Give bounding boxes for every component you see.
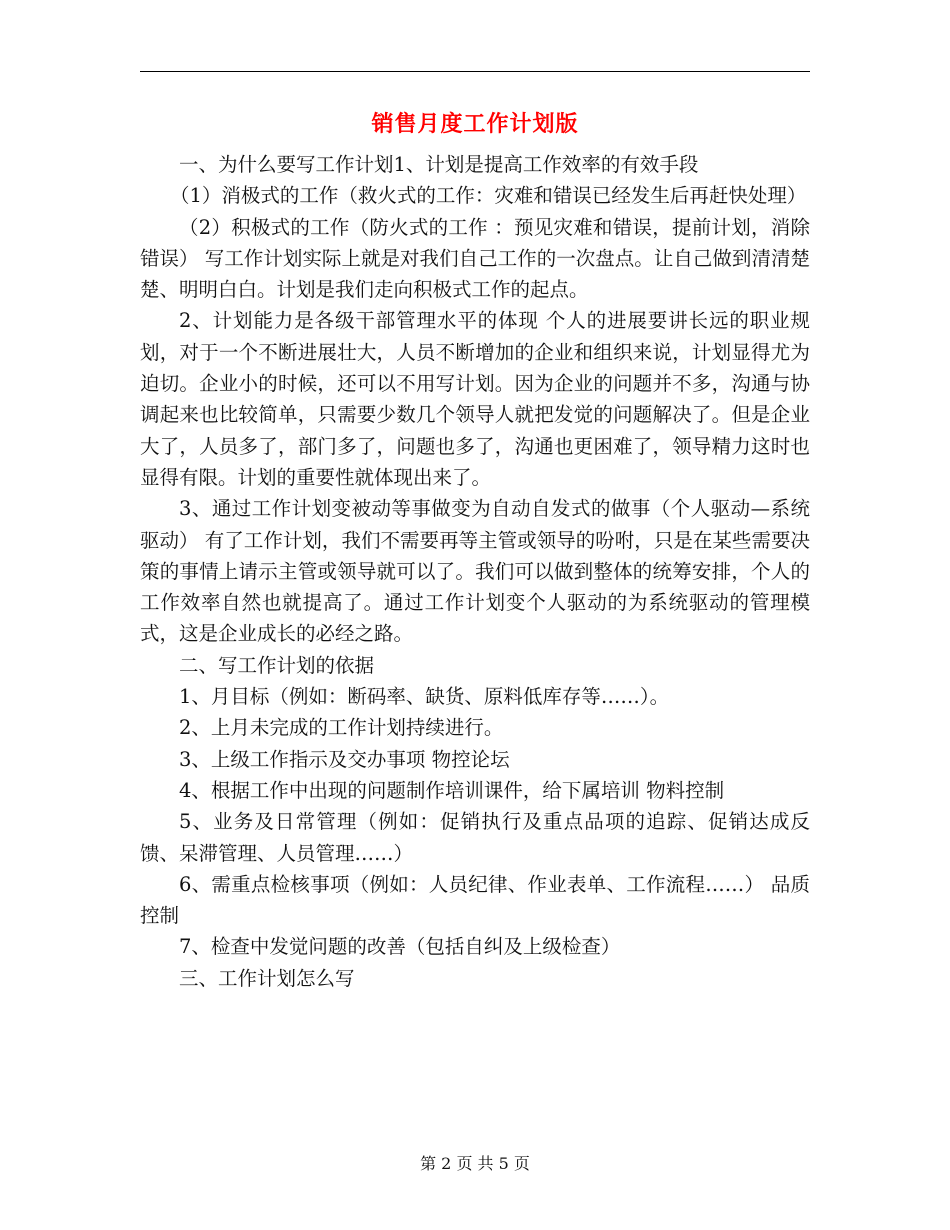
paragraph: 3、通过工作计划变被动等事做变为自动自发式的做事（个人驱动—系统驱动） 有了工作计划，我们不需要再等主管或领导的吩咐，只是在某些需要决策的事情上请示主管或领导就可以了。我们可以做到整体的统筹安排，个人的工作效率自然也就提高了。通过工作计划变个人驱动的为系统驱动的管理模式，这是企业成长的必经之路。 [140,497,810,646]
section-heading: 二、写工作计划的依据 [179,653,375,677]
list-item: 1、月目标（例如：断码率、缺货、原料低库存等……）。 [179,685,670,709]
paragraph: （2）积极式的工作（防火式的工作 ：预见灾难和错误，提前计划，消除错误） 写工作计划实际上就是对我们自己工作的一次盘点。让自己做到清清楚楚、明明白白。计划是我们走向积极式工作的起点。 [140,215,810,302]
paragraph: （1）消极式的工作（救火式的工作：灾难和错误已经发生后再赶快处理） [170,184,807,208]
list-item: 6、需重点检核事项（例如：人员纪律、作业表单、工作流程……） 品质控制 [140,872,810,928]
list-item: 4、根据工作中出现的问题制作培训课件，给下属培训 物料控制 [179,778,725,802]
page-footer: 第 2 页 共 5 页 [420,1154,530,1173]
list-item: 5、业务及日常管理（例如：促销执行及重点品项的追踪、促销达成反馈、呆滞管理、人员管理……） [140,810,810,865]
paragraph: 一、为什么要写工作计划1、计划是提高工作效率的有效手段 [179,153,699,176]
header-rule [140,71,810,72]
list-item: 7、检查中发觉问题的改善（包括自纠及上级检查） [179,935,621,959]
list-item: 3、上级工作指示及交办事项 物控论坛 [179,747,510,771]
document-title: 销售月度工作计划版 [371,112,579,137]
document-body [140,149,810,994]
list-item: 2、上月未完成的工作计划持续进行。 [179,716,504,740]
paragraph: 2、计划能力是各级干部管理水平的体现 个人的进展要讲长远的职业规划，对于一个不断进展壮大，人员不断增加的企业和组织来说，计划显得尤为迫切。企业小的时候，还可以不用写计划。因为企业的问题并不多，沟通与协调起来也比较简单，只需要少数几个领导人就把发觉的问题解决了。但是企业大了，人员多了，部门多了，问题也多了，沟通也更困难了，领导精力这时也显得有限。计划的重要性就体现出来了。 [140,309,810,489]
section-heading: 三、工作计划怎么写 [179,966,355,990]
